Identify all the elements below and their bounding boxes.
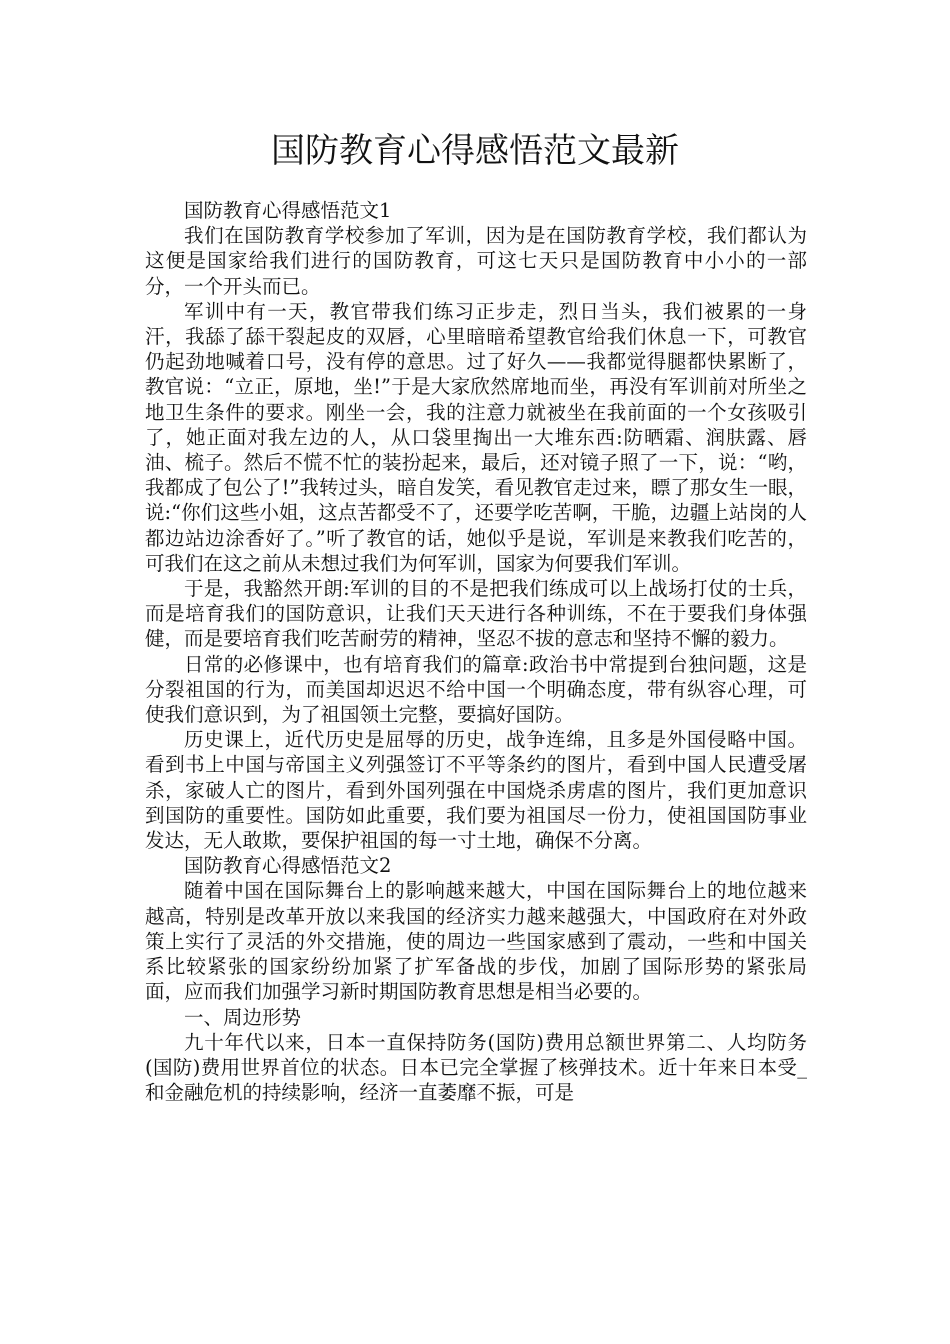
body-paragraph: 我们在国防教育学校参加了军训，因为是在国防教育学校，我们都认为这便是国家给我们进行的国防教育，可这七天只是国防教育中小小的一部分，一个开头而已。 [145,224,807,298]
body-paragraph: 于是，我豁然开朗:军训的目的不是把我们练成可以上战场打仗的士兵，而是培育我们的国防意识，让我们天天进行各种训练，不在于要我们身体强健，而是要培育我们吃苦耐劳的精神，坚忍不拔的意志和坚持不懈的毅力。 [145,577,807,651]
body-paragraph: 军训中有一天，教官带我们练习正步走，烈日当头，我们被累的一身汗，我舔了舔干裂起皮的双唇，心里暗暗希望教官给我们休息一下，可教官仍起劲地喊着口号，没有停的意思。过了好久——我都觉得腿都快累断了，教官说：“立正，原地，坐!”于是大家欣然席地而坐，再没有军训前对所坐之地卫生条件的要求。刚坐一会，我的注意力就被坐在我前面的一个女孩吸引了，她正面对我左边的人，从口袋里掏出一大堆东西:防晒霜、润肤露、唇油、梳子。然后不慌不忙的装扮起来，最后，还对镜子照了一下，说：“哟，我都成了包公了!”我转过头，暗自发笑，看见教官走过来，瞟了那女生一眼，说:“你们这些小姐，这点苦都受不了，还要学吃苦啊，干脆，边疆上站岗的人都边站边涂香好了。”听了教官的话，她似乎是说，军训是来教我们吃苦的，可我们在这之前从未想过我们为何军训，国家为何要我们军训。 [145,299,807,575]
subsection-heading: 一、周边形势 [184,1005,302,1029]
body-paragraph: 九十年代以来，日本一直保持防务(国防)费用总额世界第二、人均防务(国防)费用世界首位的状态。日本已完全掌握了核弹技术。近十年来日本受_和金融危机的持续影响，经济一直萎靡不振，可是 [145,1030,807,1105]
body-paragraph: 日常的必修课中，也有培育我们的篇章:政治书中常提到台独问题，这是分裂祖国的行为，而美国却迟迟不给中国一个明确态度，带有纵容心理，可使我们意识到，为了祖国领土完整，要搞好国防。 [145,652,807,727]
document-body [145,198,807,1105]
body-paragraph: 历史课上，近代历史是屈辱的历史，战争连绵，且多是外国侵略中国。看到书上中国与帝国主义列强签订不平等条约的图片，看到中国人民遭受屠杀，家破人亡的图片，看到外国列强在中国烧杀虏虐的图片，我们更加意识到国防的重要性。国防如此重要，我们要为祖国尽一份力，使祖国国防事业发达，无人敢欺，要保护祖国的每一寸土地，确保不分离。 [145,728,807,853]
body-paragraph: 随着中国在国际舞台上的影响越来越大，中国在国际舞台上的地位越来越高，特别是改革开放以来我国的经济实力越来越强大，中国政府在对外政策上实行了灵活的外交措施，使的周边一些国家感到了震动，一些和中国关系比较紧张的国家纷纷加紧了扩军备战的步伐，加剧了国际形势的紧张局面，应而我们加强学习新时期国防教育思想是相当必要的。 [145,879,807,1004]
document-title: 国防教育心得感悟范文最新 [271,131,679,171]
section-heading: 国防教育心得感悟范文1 [184,199,392,222]
section-heading: 国防教育心得感悟范文2 [184,854,392,878]
